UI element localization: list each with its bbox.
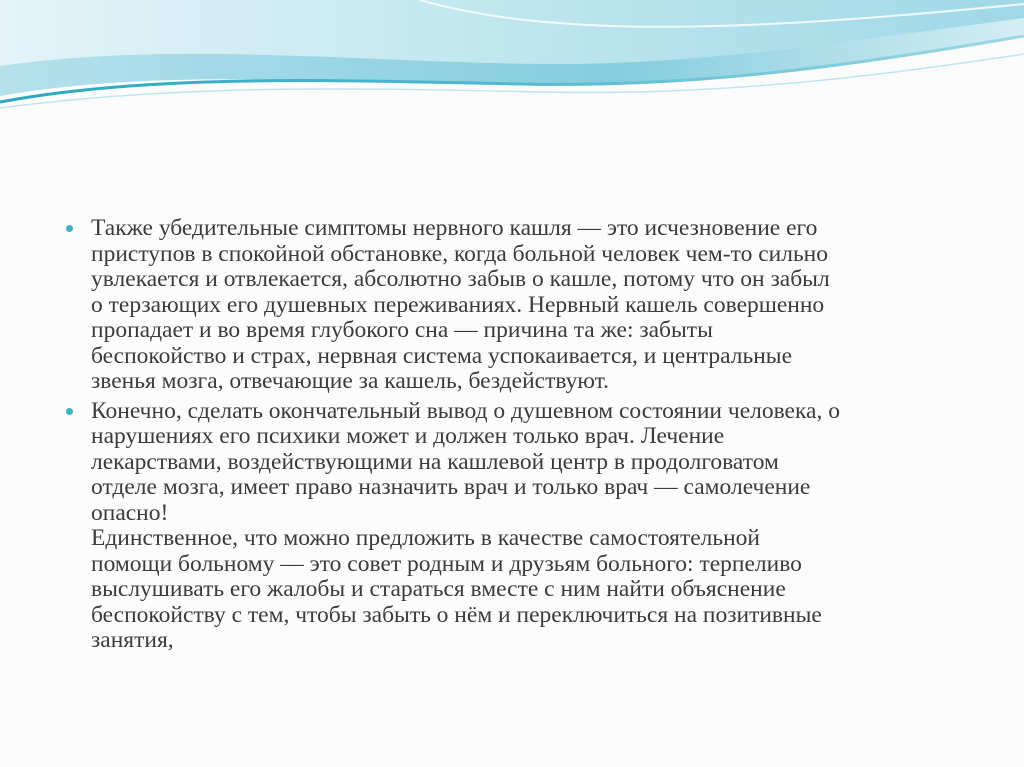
bullet-dot-icon bbox=[66, 225, 73, 232]
bullet-paragraph: Конечно, сделать окончательный вывод о душевном состоянии человека, о нарушениях его психики может и должен только врач. Лечение лекарствами, воздействующими на кашлевой центр в продолговатом отделе мозга, имеет право назначить врач и только врач — самолечение опасно! bbox=[91, 397, 840, 526]
bullet-dot-icon bbox=[66, 408, 73, 415]
bullet-paragraph-continuation: Единственное, что можно предложить в качестве самостоятельной помощи больному — это совет родным и друзьям больного: терпеливо выслушивать его жалобы и стараться вместе с ним найти объяснение беспокойству с тем, чтобы забыть о нём и переключиться на позитивные занятия, bbox=[91, 525, 822, 653]
header-wave-decoration bbox=[0, 0, 1024, 140]
bullet-item bbox=[66, 216, 966, 395]
bullet-item bbox=[66, 399, 966, 654]
slide-body bbox=[66, 216, 966, 658]
bullet-paragraph: Также убедительные симптомы нервного кашля — это исчезновение его приступов в спокойной обстановке, когда больной человек чем-то сильно увлекается и отвлекается, абсолютно забыв о кашле, потому что он забыл о терзающих его душевных переживаниях. Нервный кашель совершенно пропадает и во время глубокого сна — причина та же: забыты беспокойство и страх, нервная система успокаивается, и центральные звенья мозга, отвечающие за кашель, бездействуют. bbox=[91, 215, 830, 394]
